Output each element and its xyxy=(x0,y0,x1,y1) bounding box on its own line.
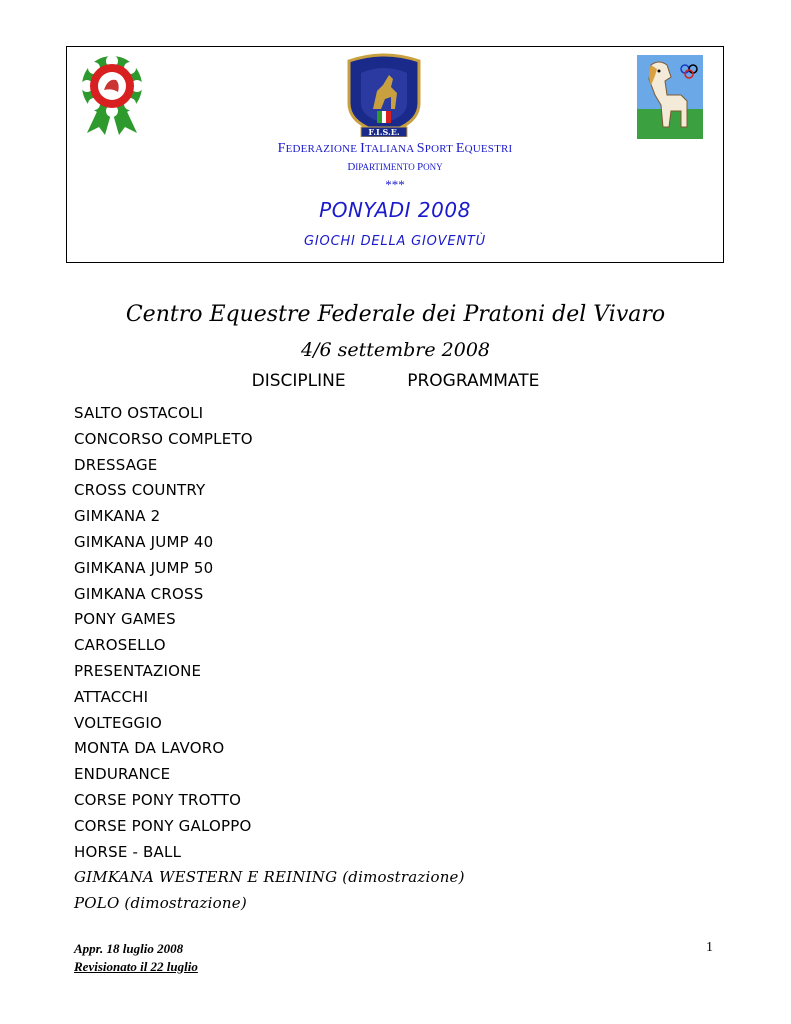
discipline-item: CORSE PONY TROTTO xyxy=(74,790,242,809)
discipline-item: ENDURANCE xyxy=(74,765,171,784)
discipline-item: CONCORSO COMPLETO xyxy=(74,429,253,448)
discipline-item: GIMKANA JUMP 50 xyxy=(74,558,214,577)
fise-shield-logo xyxy=(343,53,425,137)
rosette-logo xyxy=(79,53,145,135)
discipline-item: ATTACCHI xyxy=(74,687,149,706)
approval-date: Appr. 18 luglio 2008 xyxy=(74,941,184,956)
venue-title: Centro Equestre Federale dei Pratoni del Vivaro xyxy=(125,302,666,327)
discipline-item: DRESSAGE xyxy=(74,455,158,474)
discipline-item: GIMKANA JUMP 40 xyxy=(74,532,214,551)
header-box xyxy=(66,46,724,263)
revision-date: Revisionato il 22 luglio xyxy=(74,959,198,974)
page-number: 1 xyxy=(706,940,713,955)
event-subtitle: GIOCHI DELLA GIOVENTÙ xyxy=(304,234,486,249)
footer-notes xyxy=(74,940,198,976)
fise-logo-text: F.I.S.E. xyxy=(368,127,400,137)
discipline-item: PRESENTAZIONE xyxy=(74,661,202,680)
department-name: DIPARTIMENTO PONY xyxy=(347,161,443,173)
event-title: PONYADI 2008 xyxy=(319,198,471,222)
discipline-item: VOLTEGGIO xyxy=(74,713,163,732)
discipline-item: SALTO OSTACOLI xyxy=(74,404,204,422)
discipline-item: MONTA DA LAVORO xyxy=(74,739,225,758)
discipline-item: CROSS COUNTRY xyxy=(74,481,206,500)
discipline-item: GIMKANA WESTERN E REINING (dimostrazione) xyxy=(74,868,465,887)
discipline-item: CORSE PONY GALOPPO xyxy=(74,816,252,835)
discipline-item: PONY GAMES xyxy=(74,610,176,629)
discipline-list xyxy=(74,401,465,917)
discipline-item: GIMKANA CROSS xyxy=(74,584,204,603)
discipline-item: GIMKANA 2 xyxy=(74,507,161,526)
pony-mascot-logo xyxy=(637,55,703,139)
discipline-item: POLO (dimostrazione) xyxy=(74,894,247,913)
discipline-item: HORSE - BALL xyxy=(74,842,182,861)
stars-separator: *** xyxy=(385,177,405,192)
discipline-item: CAROSELLO xyxy=(74,636,166,655)
program-heading: DISCIPLINE PROGRAMMATE xyxy=(251,371,540,391)
federation-name: FEDERAZIONE ITALIANA SPORT EQUESTRI xyxy=(277,141,513,156)
event-dates: 4/6 settembre 2008 xyxy=(300,339,491,361)
